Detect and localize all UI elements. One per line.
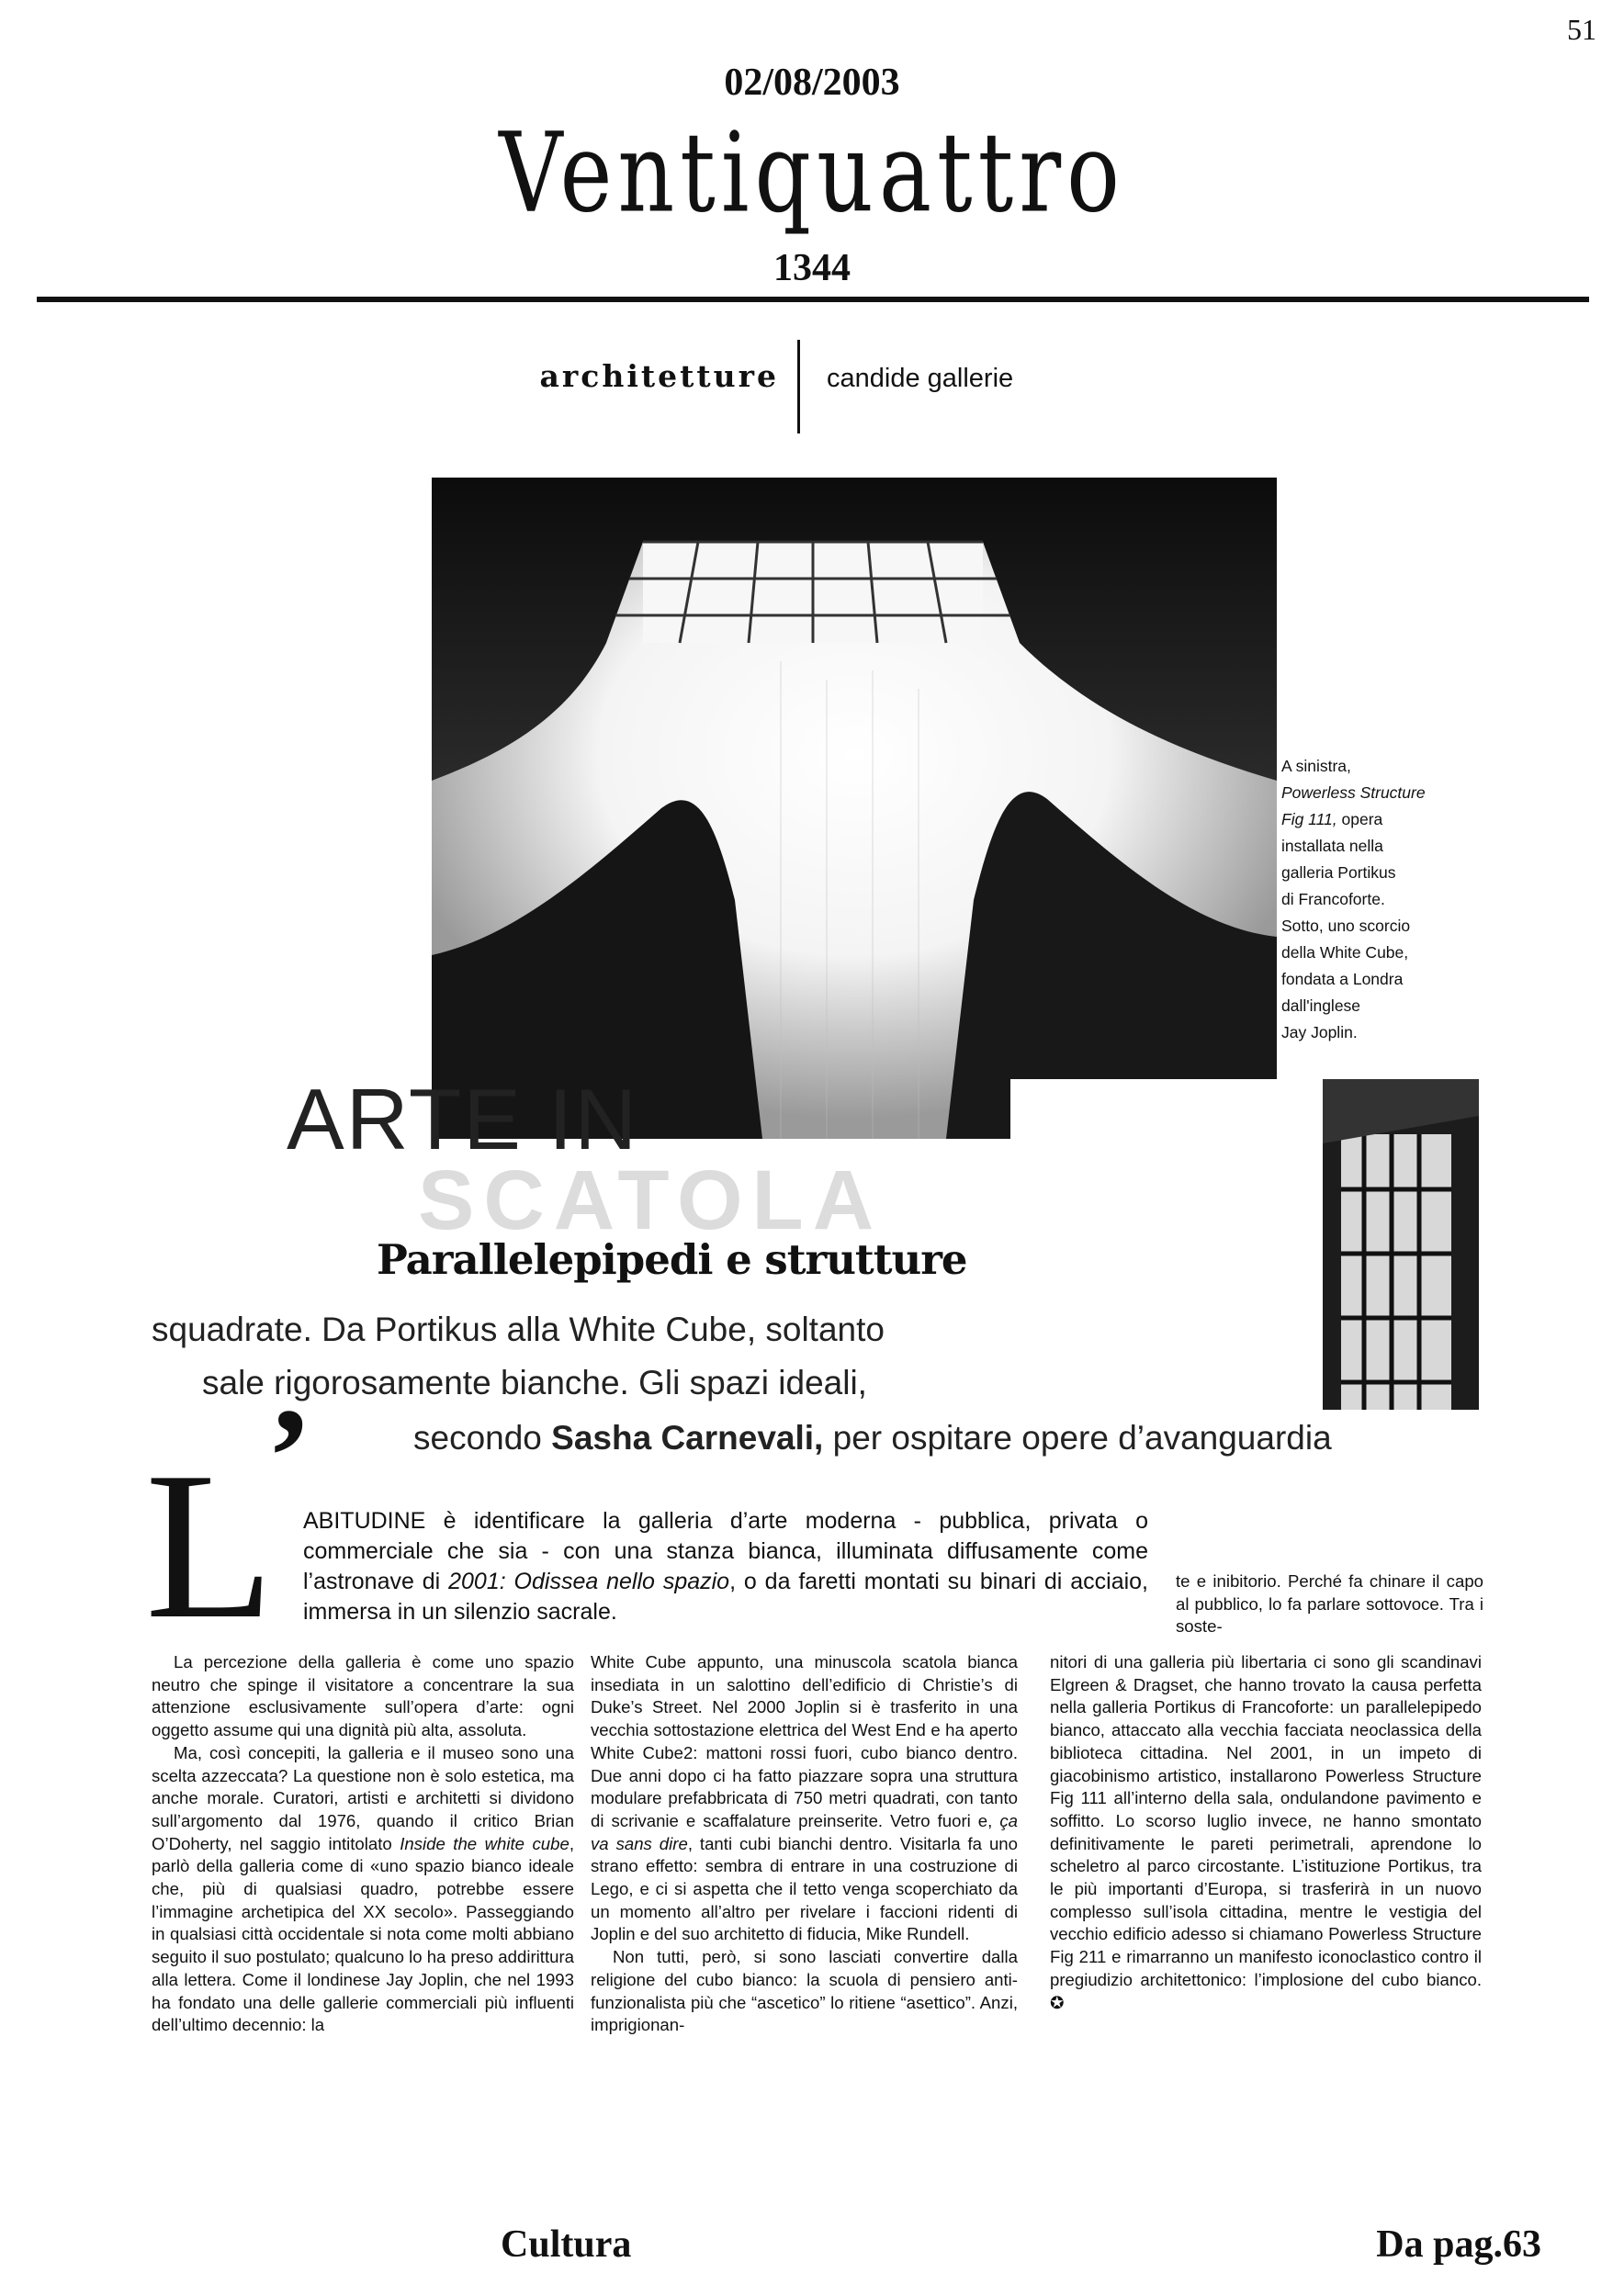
column-3-top-text: te e inibitorio. Perché fa chinare il capo al pubblico, lo fa parlare sottovoce. Tra i soste- xyxy=(1176,1571,1483,1637)
caption-line: di Francoforte. xyxy=(1281,890,1385,908)
caption-line: Fig 111, opera xyxy=(1281,810,1383,828)
white-cube-photo-graphic xyxy=(1010,1079,1479,1410)
drop-cap-apostrophe: ’ xyxy=(266,1380,312,1533)
lead-paragraph: ABITUDINE è identificare la galleria d’arte moderna - pubblica, privata o commerciale che sia - con una stanza bianca, illuminata diffusamente come l’astronave di 2001: Odissea nello spazio, o da faretti montati su binari di acciaio, immersa in un silenzio sacrale. xyxy=(303,1508,1149,1625)
paragraph: Ma, così concepiti, la galleria e il museo sono una scelta azzeccata? La questione non è solo estetica, ma anche morale. Curatori, artisti e architetti si dividono sull’argomento dal 1976, quando il critico Brian O’Doherty, nel saggio intitolato Inside the white cube, parlò della galleria come di «uno spazio bianco ideale che, più di qualsiasi quadro, potrebbe essere l’immagine archetipica del XX secolo». Passeggiando in qualsiasi città occidentale si nota come molti abbiano seguito il suo postulato; qualcuno lo ha preso addirittura alla lettera. Come il londinese Jay Joplin, che nel 1993 ha fondato una delle gallerie commerciali più influenti dell’ultimo decennio: la xyxy=(152,1742,574,2035)
headline-line-2: SCATOLA xyxy=(418,1154,884,1247)
header-rule xyxy=(37,297,1589,302)
drop-cap: L xyxy=(145,1428,275,1662)
issue-number: 1344 xyxy=(773,247,851,289)
caption-line: dall'inglese xyxy=(1281,996,1361,1015)
column-3-top xyxy=(1176,1570,1483,1638)
article-column-3 xyxy=(1050,1651,1482,2014)
photo-caption xyxy=(1281,753,1447,1046)
paragraph: La percezione della galleria è come uno spazio neutro che spinge il visitatore a concentrare la sua attenzione esclusivamente sull’opera d’arte: ogni oggetto assume qui una dignità più alta, assoluta. xyxy=(152,1652,574,1740)
caption-line: A sinistra, xyxy=(1281,757,1351,775)
section-divider xyxy=(797,340,800,433)
masthead-logo: Ventiquattro xyxy=(499,108,1125,237)
caption-line: Sotto, uno scorcio xyxy=(1281,917,1411,935)
caption-line: installata nella xyxy=(1281,837,1383,855)
gallery-photo-main-graphic xyxy=(432,478,1277,1139)
paragraph: White Cube appunto, una minuscola scatola bianca insediata in un salottino dell’edificio di Christie’s di Duke’s Street. Nel 2000 Joplin si è trasferito in una vecchia sottostazione elettrica del West End e ha aperto White Cube2: mattoni rossi fuori, cubo bianco dentro. Due anni dopo ci ha fatto piazzare sopra una struttura modulare prefabbricata di 750 metri quadrati, con tanto di scrivanie e scaffalature preinserite. Vetro fuori e, ça va sans dire, tanti cubi bianchi dentro. Visitarla fa uno strano effetto: sembra di entrare in una costruzione di Lego, e ci si aspetta che il tetto venga scoperchiato da un momento all’altro per rivelare i faccioni ridenti di Joplin e del suo architetto di fiducia, Mike Rundell. xyxy=(591,1652,1018,1944)
article-column-2 xyxy=(591,1651,1018,2037)
footer-section: Cultura xyxy=(501,2223,632,2266)
caption-line: galleria Portikus xyxy=(1281,863,1396,882)
caption-line: Jay Joplin. xyxy=(1281,1023,1358,1041)
caption-line: Powerless Structure xyxy=(1281,783,1426,802)
gallery-photo-main xyxy=(432,478,1277,1139)
deck-line-3: secondo Sasha Carnevali, per ospitare opere d’avanguardia xyxy=(413,1419,1332,1457)
headline-line-1: ARTE IN xyxy=(287,1071,639,1167)
white-cube-photo xyxy=(1010,1079,1479,1410)
author-name: Sasha Carnevali, xyxy=(551,1419,824,1457)
subheadline: Parallelepipedi e strutture xyxy=(377,1235,967,1284)
footer-page-ref: Da pag.63 xyxy=(1376,2223,1541,2266)
deck-line-2: sale rigorosamente bianche. Gli spazi ideali, xyxy=(202,1364,867,1401)
caption-line: fondata a Londra xyxy=(1281,970,1404,988)
end-mark-icon: ✪ xyxy=(1050,1992,1065,2012)
publication-date: 02/08/2003 xyxy=(724,62,900,104)
section-subtitle: candide gallerie xyxy=(827,364,1014,393)
paragraph: Non tutti, però, si sono lasciati convertire dalla religione del cubo bianco: la scuola di pensiero anti-funzionalista più che “ascetico” lo ritiene “asettico”. Anzi, imprigionan- xyxy=(591,1947,1018,2035)
deck-line-1: squadrate. Da Portikus alla White Cube, soltanto xyxy=(152,1311,885,1348)
section-label: architetture xyxy=(539,358,779,394)
paragraph: nitori di una galleria più libertaria ci sono gli scandinavi Elgreen & Dragset, che hanno trovato la causa perfetta nella galleria Portikus di Francoforte: un parallelepipedo bianco, attaccato alla vecchia facciata neoclassica della biblioteca cittadina. Nel 2001, in un impeto di giacobinismo artistico, installarono Powerless Structure Fig 111 all’interno della sala, ondulandone pavimento e soffitto. Lo scorso luglio invece, ne hanno smontato definitivamente le pareti perimetrali, aprendone lo scheletro al parco circostante. L’istituzione Portikus, tra le più importanti d’Europa, si trasferirà in un nuovo complesso sull’isola cittadina, mentre le vestigia del vecchio edificio adesso si chiamano Powerless Structure Fig 211 e rimarranno un manifesto iconoclastico contro il pregiudizio architettonico: l’implosione del cubo bianco. ✪ xyxy=(1050,1652,1482,2012)
caption-line: della White Cube, xyxy=(1281,943,1409,962)
article-column-1 xyxy=(152,1651,574,2037)
page-number: 51 xyxy=(1567,13,1596,46)
